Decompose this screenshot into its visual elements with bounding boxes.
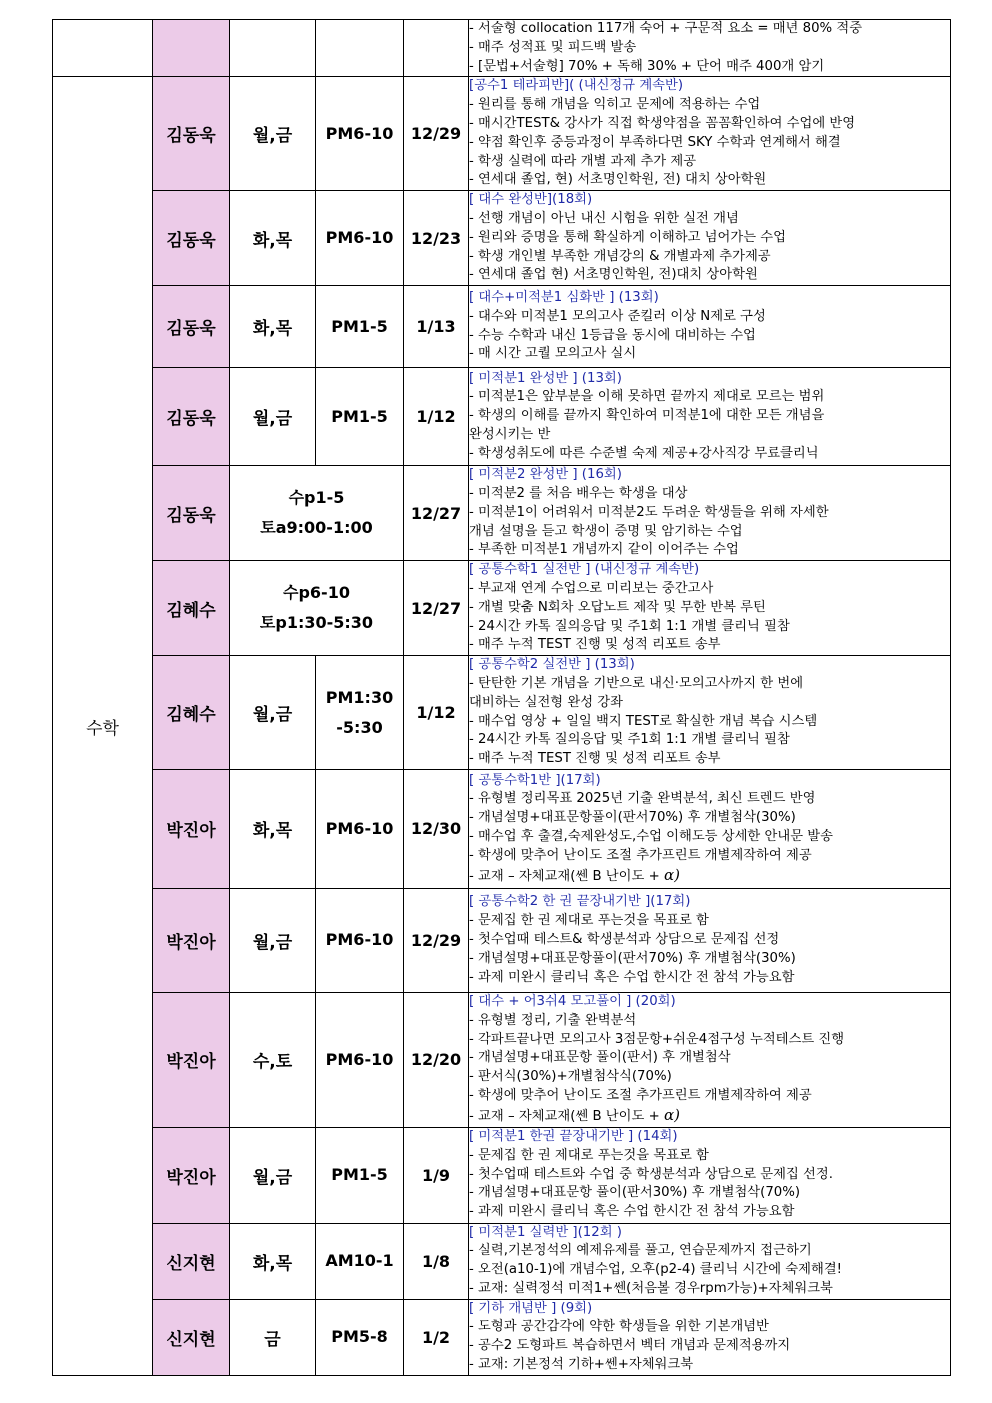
- time-cell: [316, 20, 404, 77]
- textbook-text: - 교재 – 자체교재(쎈 B 난이도 +: [469, 868, 660, 884]
- description-cell: [469, 77, 951, 191]
- start-date-cell: 12/27: [404, 466, 469, 561]
- desc-line: - 약점 확인후 중등과정이 부족하다면 SKY 수학과 연계해서 해결: [469, 134, 841, 150]
- desc-line: - 유형별 정리, 기출 완벽분석: [469, 1012, 637, 1028]
- teacher-cell: 김동욱: [153, 191, 230, 286]
- desc-line: - 부족한 미적분1 개념까지 같이 이어주는 수업: [469, 542, 739, 558]
- course-title: [ 대수 완성반](18회): [469, 192, 593, 208]
- course-title: [ 미적분2 완성반 ] (16회): [469, 467, 622, 483]
- table-row: [53, 561, 951, 656]
- desc-line: - 첫수업때 테스트& 학생분석과 상담으로 문제집 선정: [469, 932, 780, 948]
- desc-line: - 개념설명+대표문항풀이(판서70%) 후 개별첨삭(30%): [469, 950, 796, 966]
- alpha-symbol: α): [663, 865, 680, 884]
- description-cell: [469, 1299, 951, 1375]
- desc-line: - 학생성취도에 따른 수준별 숙제 제공+강사직강 무료클리닉: [469, 445, 819, 461]
- start-date-cell: 1/12: [404, 368, 469, 466]
- desc-line: - 탄탄한 기본 개념을 기반으로 내신·모의고사까지 한 번에: [469, 675, 804, 691]
- desc-line: 대비하는 실전형 완성 강좌: [469, 694, 623, 710]
- day-cell: 월,금: [230, 368, 316, 466]
- desc-line: - 과제 미완시 클리닉 혹은 수업 한시간 전 참석 가능요함: [469, 969, 795, 985]
- desc-line: - 연세대 졸업 현) 서초명인학원, 전)대치 상아학원: [469, 267, 758, 283]
- course-title: [ 기하 개념반 ] (9회): [469, 1300, 593, 1316]
- teacher-cell: 김동욱: [153, 286, 230, 368]
- course-title: [ 공통수학1반 ](17회): [469, 772, 601, 788]
- course-title: [ 공통수학2 한 권 끝장내기반 ](17회): [469, 894, 691, 910]
- time-cell: PM5-8: [316, 1299, 404, 1375]
- desc-line: 개념 설명을 듣고 학생이 증명 및 암기하는 수업: [469, 523, 743, 539]
- day-cell: 월,금: [230, 1127, 316, 1223]
- desc-line: - 수능 수학과 내신 1등급을 동시에 대비하는 수업: [469, 327, 756, 343]
- day-cell: 월,금: [230, 656, 316, 770]
- desc-line: - 미적분1이 어려워서 미적분2도 두려운 학생들을 위해 자세한: [469, 504, 829, 520]
- desc-line: - 문제집 한 권 제대로 푸는것을 목표로 함: [469, 913, 709, 929]
- desc-line: 완성시키는 반: [469, 427, 551, 443]
- desc-line-textbook: [469, 866, 950, 887]
- desc-line: - 개별 맞춤 N회차 오답노트 제작 및 무한 반복 루틴: [469, 599, 766, 615]
- day-time-line: 토a9:00-1:00: [260, 518, 373, 538]
- textbook-text: - 교재 – 자체교재(쎈 B 난이도 +: [469, 1108, 660, 1124]
- description-cell: [469, 1127, 951, 1223]
- teacher-cell: 박진아: [153, 992, 230, 1127]
- day-time-line: 수p1-5: [288, 488, 345, 508]
- desc-line: - 교재: 기본정석 기하+쎈+자체워크북: [469, 1357, 694, 1373]
- desc-line: - 매주 누적 TEST 진행 및 성적 리포트 송부: [469, 751, 721, 767]
- time-line: PM1:30: [325, 687, 394, 707]
- day-cell: 월,금: [230, 77, 316, 191]
- time-cell: [316, 656, 404, 770]
- course-title: [ 미적분1 실력반 ](12회 ): [469, 1224, 622, 1240]
- teacher-cell: 김동욱: [153, 77, 230, 191]
- day-cell: 월,금: [230, 888, 316, 992]
- desc-line: - 매주 성적표 및 피드백 발송: [469, 39, 637, 55]
- desc-line: - 개념설명+대표문항 풀이(판서30%) 후 개별첨삭(70%): [469, 1185, 801, 1201]
- desc-line: - 판서식(30%)+개별첨삭식(70%): [469, 1069, 672, 1085]
- teacher-cell: 김동욱: [153, 368, 230, 466]
- desc-line: - 실력,기본정석의 예제유제를 풀고, 연습문제까지 접근하기: [469, 1243, 812, 1259]
- description-cell: [469, 992, 951, 1127]
- desc-line: - 문제집 한 권 제대로 푸는것을 목표로 함: [469, 1147, 709, 1163]
- start-date-cell: 12/23: [404, 191, 469, 286]
- description-cell: [469, 286, 951, 368]
- day-time-line: 수p6-10: [283, 583, 350, 603]
- description-cell: [469, 888, 951, 992]
- start-date-cell: 12/27: [404, 561, 469, 656]
- desc-line: - 개념설명+대표문항 풀이(판서) 후 개별첨삭: [469, 1050, 731, 1066]
- table-row: [53, 1127, 951, 1223]
- desc-line: - 원리와 증명을 통해 확실하게 이해하고 넘어가는 수업: [469, 229, 786, 245]
- time-cell: PM6-10: [316, 992, 404, 1127]
- start-date-cell: 12/20: [404, 992, 469, 1127]
- day-cell: 화,목: [230, 769, 316, 888]
- table-row: [53, 286, 951, 368]
- desc-line: - 매수업 영상 + 일일 백지 TEST로 확실한 개념 복습 시스템: [469, 713, 818, 729]
- time-cell: PM1-5: [316, 286, 404, 368]
- desc-line: - 공수2 도형파트 복습하면서 벡터 개념과 문제적용까지: [469, 1338, 791, 1354]
- table-row: [53, 656, 951, 770]
- start-cell: [404, 20, 469, 77]
- time-cell: PM6-10: [316, 77, 404, 191]
- desc-line: - 매주 누적 TEST 진행 및 성적 리포트 송부: [469, 637, 721, 653]
- teacher-cell: 박진아: [153, 888, 230, 992]
- teacher-cell: [153, 20, 230, 77]
- time-cell: PM6-10: [316, 888, 404, 992]
- desc-line: - 부교재 연계 수업으로 미리보는 중간고사: [469, 580, 714, 596]
- course-title: [ 대수+미적분1 심화반 ] (13회): [469, 290, 659, 306]
- schedule-table: [52, 19, 951, 1376]
- subject-cell-empty: [53, 20, 153, 77]
- desc-line: - 대수와 미적분1 모의고사 준킬러 이상 N제로 구성: [469, 308, 766, 324]
- teacher-cell: 김혜수: [153, 561, 230, 656]
- start-date-cell: 1/8: [404, 1223, 469, 1299]
- teacher-cell: 신지현: [153, 1223, 230, 1299]
- day-cell: 금: [230, 1299, 316, 1375]
- desc-line: - 매 시간 고퀄 모의고사 실시: [469, 346, 637, 362]
- alpha-symbol: α): [663, 1105, 680, 1124]
- description-cell: [469, 20, 951, 77]
- day-time-line: 토p1:30-5:30: [259, 613, 374, 633]
- desc-line: - 학생 실력에 따라 개별 과제 추가 제공: [469, 153, 697, 169]
- time-cell: PM1-5: [316, 368, 404, 466]
- description-cell: [469, 368, 951, 466]
- desc-line: - 첫수업때 테스트와 수업 중 학생분석과 상담으로 문제집 선정.: [469, 1166, 833, 1182]
- desc-line: - 연세대 졸업, 현) 서초명인학원, 전) 대치 상아학원: [469, 172, 767, 188]
- teacher-cell: 신지현: [153, 1299, 230, 1375]
- desc-line: - 개념설명+대표문항풀이(판서70%) 후 개별첨삭(30%): [469, 810, 796, 826]
- table-row: [53, 992, 951, 1127]
- desc-line: - 서술형 collocation 117개 숙어 + 구문적 요소 = 매년 80% 적중: [469, 21, 863, 36]
- table-row: [53, 368, 951, 466]
- desc-line: - 미적분2 를 처음 배우는 학생을 대상: [469, 485, 688, 501]
- start-date-cell: 12/30: [404, 769, 469, 888]
- desc-line: - 도형과 공간감각에 약한 학생들을 위한 기본개념반: [469, 1319, 769, 1335]
- table-row: [53, 1223, 951, 1299]
- start-date-cell: 12/29: [404, 77, 469, 191]
- desc-line: - [문법+서술형] 70% + 독해 30% + 단어 매주 400개 암기: [469, 58, 825, 74]
- day-cell: 화,목: [230, 1223, 316, 1299]
- time-cell: PM6-10: [316, 769, 404, 888]
- description-cell: [469, 1223, 951, 1299]
- course-title: [ 공통수학2 실전반 ] (13회): [469, 657, 635, 673]
- time-cell: AM10-1: [316, 1223, 404, 1299]
- desc-line: - 24시간 카톡 질의응답 및 주1회 1:1 개별 클리닉 필참: [469, 618, 790, 634]
- teacher-cell: 박진아: [153, 769, 230, 888]
- table-row: [53, 20, 951, 77]
- day-time-cell: [230, 561, 404, 656]
- description-cell: [469, 561, 951, 656]
- start-date-cell: 1/2: [404, 1299, 469, 1375]
- time-cell: PM6-10: [316, 191, 404, 286]
- day-cell: 수,토: [230, 992, 316, 1127]
- time-cell: PM1-5: [316, 1127, 404, 1223]
- description-cell: [469, 466, 951, 561]
- start-date-cell: 1/12: [404, 656, 469, 770]
- desc-line: - 학생의 이해를 끝까지 확인하여 미적분1에 대한 모든 개념을: [469, 408, 825, 424]
- subject-cell: 수학: [53, 77, 153, 1375]
- teacher-cell: 박진아: [153, 1127, 230, 1223]
- desc-line: - 오전(a10-1)에 개념수업, 오후(p2-4) 클리닉 시간에 숙제해결!: [469, 1262, 843, 1278]
- desc-line: - 각파트끝나면 모의고사 3점문항+쉬운4점구성 누적테스트 진행: [469, 1031, 845, 1047]
- day-time-cell: [230, 466, 404, 561]
- start-date-cell: 1/9: [404, 1127, 469, 1223]
- course-title: [ 미적분1 완성반 ] (13회): [469, 370, 622, 386]
- course-title: [ 공통수학1 실전반 ] (내신정규 계속반): [469, 562, 700, 578]
- desc-line: - 24시간 카톡 질의응답 및 주1회 1:1 개별 클리닉 필참: [469, 732, 790, 748]
- desc-line: - 학생에 맞추어 난이도 조절 추가프린트 개별제작하여 제공: [469, 1087, 812, 1103]
- start-date-cell: 1/13: [404, 286, 469, 368]
- table-row: [53, 769, 951, 888]
- course-title: [공수1 테라피반]( (내신정규 계속반): [469, 78, 684, 94]
- desc-line: - 학생 개인별 부족한 개념강의 & 개별과제 추가제공: [469, 248, 771, 264]
- course-title: [ 미적분1 한권 끝장내기반 ] (14회): [469, 1129, 678, 1144]
- table-row: [53, 191, 951, 286]
- description-cell: [469, 769, 951, 888]
- day-cell: 화,목: [230, 191, 316, 286]
- description-cell: [469, 191, 951, 286]
- start-date-cell: 12/29: [404, 888, 469, 992]
- desc-line: - 유형별 정리목표 2025년 기출 완벽분석, 최신 트렌드 반영: [469, 791, 816, 807]
- desc-line: - 매수업 후 출결,숙제완성도,수업 이해도등 상세한 안내문 발송: [469, 828, 833, 844]
- desc-line: - 학생에 맞추어 난이도 조절 추가프린트 개별제작하여 제공: [469, 847, 812, 863]
- table-row: [53, 77, 951, 191]
- desc-line: - 미적분1은 앞부분을 이해 못하면 끝까지 제대로 모르는 범위: [469, 389, 825, 405]
- table-row: [53, 1299, 951, 1375]
- desc-line: - 매시간TEST& 강사가 직접 학생약점을 꼼꼼확인하여 수업에 반영: [469, 115, 856, 131]
- desc-line: - 교재: 실력정석 미적1+쎈(처음볼 경우rpm가능)+자체워크북: [469, 1280, 833, 1296]
- description-cell: [469, 656, 951, 770]
- time-line: -5:30: [336, 717, 383, 737]
- table-row: [53, 466, 951, 561]
- day-cell: 화,목: [230, 286, 316, 368]
- table-row: [53, 888, 951, 992]
- teacher-cell: 김동욱: [153, 466, 230, 561]
- desc-line: - 선행 개념이 아닌 내신 시험을 위한 실전 개념: [469, 210, 739, 226]
- desc-line: - 원리를 통해 개념을 익히고 문제에 적용하는 수업: [469, 97, 761, 113]
- teacher-cell: 김혜수: [153, 656, 230, 770]
- desc-line: - 과제 미완시 클리닉 혹은 수업 한시간 전 참석 가능요함: [469, 1204, 795, 1220]
- day-cell: [230, 20, 316, 77]
- desc-line-textbook: [469, 1106, 950, 1127]
- course-title: [ 대수 + 어3쉬4 모고풀이 ] (20회): [469, 993, 676, 1009]
